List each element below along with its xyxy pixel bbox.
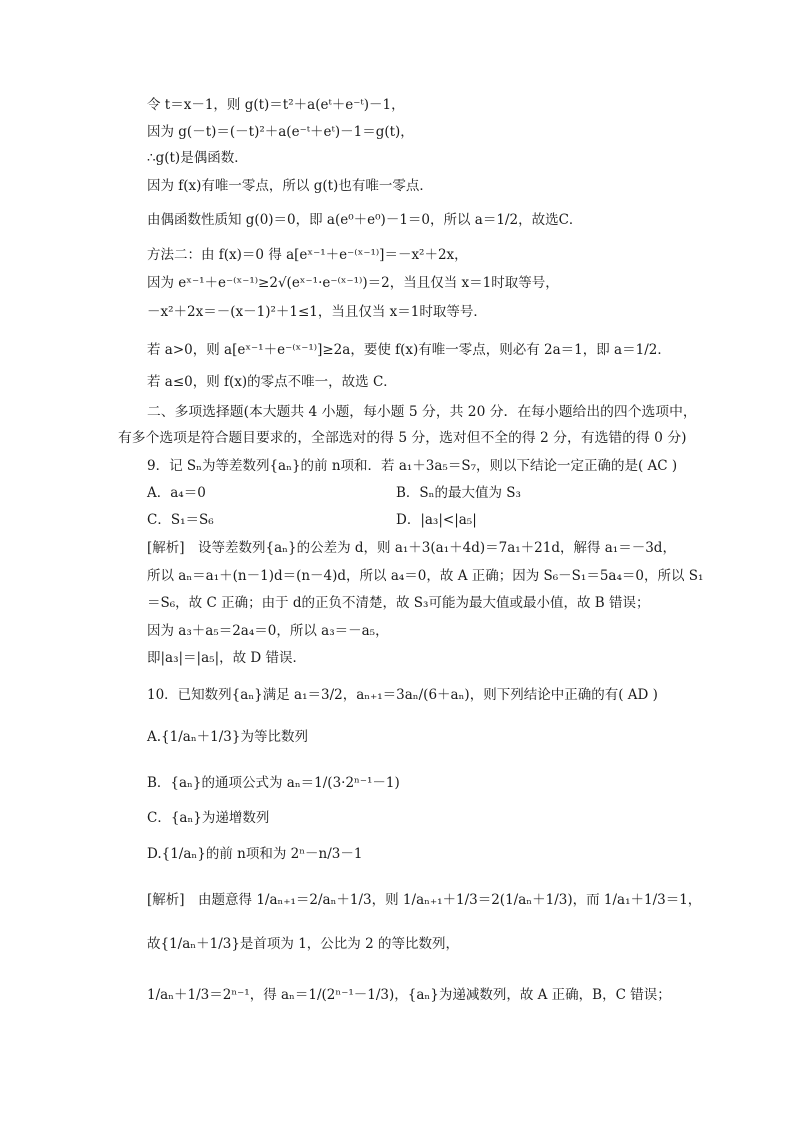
solution-line: [解析] 由题意得 1/aₙ₊₁＝2/aₙ＋1/3，则 1/aₙ₊₁＋1/3＝2(1/aₙ＋1/3)，而 1/a₁＋1/3＝1， <box>147 892 702 908</box>
text-line: 方法二：由 f(x)＝0 得 a[eˣ⁻¹＋e⁻⁽ˣ⁻¹⁾]＝－x²＋2x， <box>147 247 468 263</box>
solution-line: 所以 aₙ＝a₁＋(n－1)d＝(n－4)d，所以 a₄＝0，故 A 正确；因为 S₆－S₁＝5a₄＝0，所以 S₁ <box>147 568 704 584</box>
option-c: C．S₁＝S₆ <box>147 512 214 528</box>
text-line: ∴g(t)是偶函数． <box>147 150 248 166</box>
question-10: 10．已知数列{aₙ}满足 a₁＝3/2，aₙ₊₁＝3aₙ/(6＋aₙ)，则下列结论中正确的有( AD ) <box>147 687 658 703</box>
text-line: －x²＋2x＝－(x－1)²＋1≤1，当且仅当 x＝1时取等号． <box>147 304 487 320</box>
option-d: D.{1/aₙ}的前 n项和为 2ⁿ－n/3－1 <box>147 846 363 862</box>
solution-line: 故{1/aₙ＋1/3}是首项为 1，公比为 2 的等比数列， <box>147 936 459 952</box>
text-line: 因为 eˣ⁻¹＋e⁻⁽ˣ⁻¹⁾≥2√(eˣ⁻¹·e⁻⁽ˣ⁻¹⁾)＝2，当且仅当 x＝1时取等号， <box>147 275 559 291</box>
solution-line: 1/aₙ＋1/3＝2ⁿ⁻¹，得 aₙ＝1/(2ⁿ⁻¹－1/3)，{aₙ}为递减数列，故 A 正确，B，C 错误； <box>147 987 671 1003</box>
option-c: C．{aₙ}为递增数列 <box>147 810 270 826</box>
solution-line: ＝S₆，故 C 正确；由于 d的正负不清楚，故 S₃可能为最大值或最小值，故 B 错误； <box>147 595 650 611</box>
text-line: 因为 f(x)有唯一零点，所以 g(t)也有唯一零点． <box>147 178 433 194</box>
section-heading-cont: 有多个选项是符合题目要求的，全部选对的得 5 分，选对但不全的得 2 分，有选错的得 0 分) <box>118 430 687 446</box>
solution-line: 即|a₃|＝|a₅|，故 D 错误． <box>147 650 307 666</box>
text-line: 若 a>0，则 a[eˣ⁻¹＋e⁻⁽ˣ⁻¹⁾]≥2a，要使 f(x)有唯一零点，则必有 2a＝1，即 a＝1/2． <box>147 342 671 358</box>
solution-line: 因为 a₃＋a₅＝2a₄＝0，所以 a₃＝－a₅， <box>147 623 389 639</box>
solution-line: [解析] 设等差数列{aₙ}的公差为 d，则 a₁＋3(a₁＋4d)＝7a₁＋21d，解得 a₁＝－3d， <box>147 540 676 556</box>
text-line: 若 a≤0，则 f(x)的零点不唯一，故选 C． <box>147 374 397 390</box>
question-9: 9．记 Sₙ为等差数列{aₙ}的前 n项和．若 a₁＋3a₅＝S₇，则以下结论一定正确的是( AC ) <box>147 458 678 474</box>
option-a: A.{1/aₙ＋1/3}为等比数列 <box>147 729 308 745</box>
text-line: 因为 g(－t)＝(－t)²＋a(e⁻ᵗ＋eᵗ)－1＝g(t)， <box>147 124 414 140</box>
section-heading: 二、多项选择题(本大题共 4 小题，每小题 5 分，共 20 分．在每小题给出的四个选项中， <box>147 404 697 420</box>
option-a: A．a₄＝0 <box>147 485 206 501</box>
option-d: D．|a₃|<|a₅| <box>396 512 477 528</box>
option-b: B．{aₙ}的通项公式为 aₙ＝1/(3·2ⁿ⁻¹－1) <box>147 775 400 791</box>
text-line: 令 t＝x－1，则 g(t)＝t²＋a(eᵗ＋e⁻ᵗ)－1， <box>147 97 405 113</box>
text-line: 由偶函数性质知 g(0)＝0，即 a(e⁰＋e⁰)－1＝0，所以 a＝1/2，故选C． <box>147 212 583 228</box>
option-b: B．Sₙ的最大值为 S₃ <box>396 485 521 501</box>
